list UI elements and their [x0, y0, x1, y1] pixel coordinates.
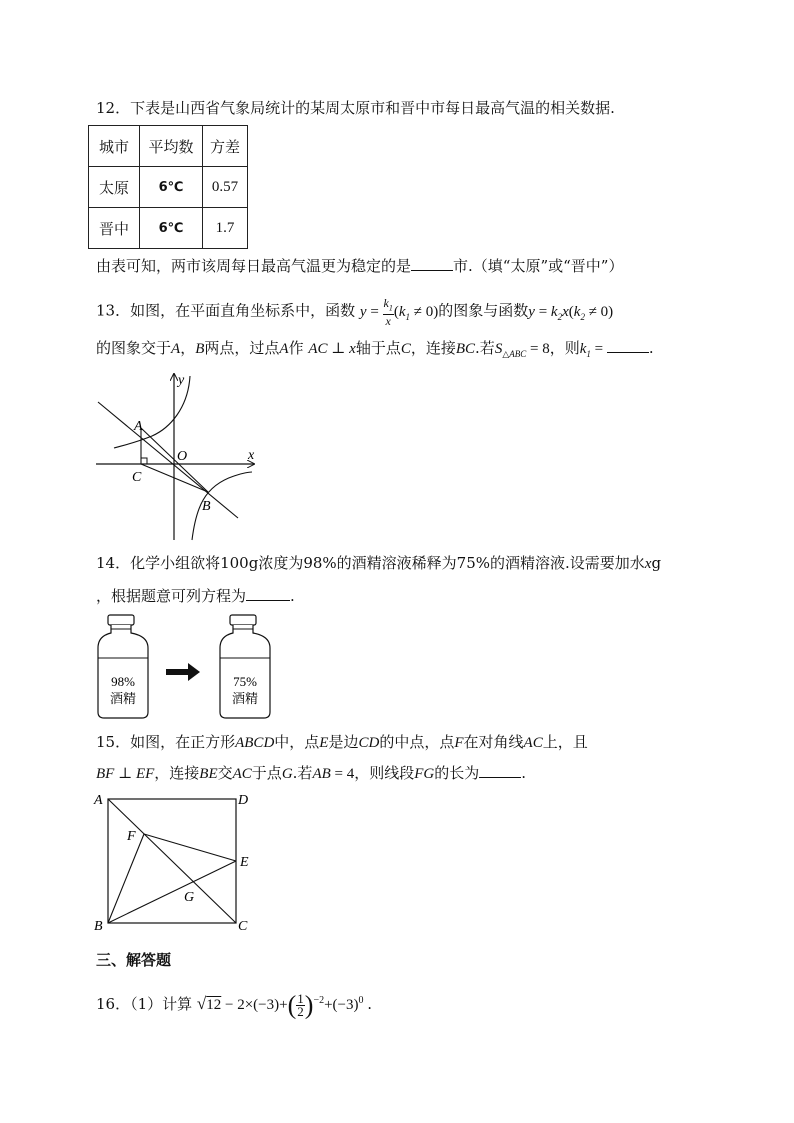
table-cell: 1.7 — [203, 208, 248, 249]
q15-text: ，连接 — [154, 764, 200, 782]
formula-linear: $y = k_2x(k_2 \ne 0)$ — [528, 303, 614, 322]
table-header-row — [89, 126, 248, 167]
q13-text: ，连接 — [410, 339, 456, 357]
q12-stem — [96, 98, 615, 118]
q15-line1: 15．如图，在正方形ABCD中，点E是边CD的中点，点F在对角线AC上，且 — [96, 733, 588, 751]
table-header-cell: 方差 — [203, 126, 248, 167]
label-x: x — [248, 448, 255, 463]
table-cell: 太原 — [89, 167, 140, 208]
q13-text: ，则 — [549, 339, 580, 357]
q13-text: .若 — [475, 339, 495, 357]
q15-text: 于点 — [251, 764, 282, 782]
label-A: A — [134, 419, 143, 434]
q12-table — [88, 125, 248, 249]
line-through-origin — [98, 402, 238, 518]
answer-blank[interactable] — [479, 763, 521, 778]
q13-text: 两点，过点 — [204, 339, 280, 357]
q14-unit: g — [651, 554, 662, 572]
q12-question-post: 市.（填“太原”或“晋中”） — [453, 257, 624, 275]
q14-number: 14． — [96, 554, 131, 572]
q15-number: 15． — [96, 733, 131, 751]
q14-text: . — [290, 587, 295, 605]
q16-expression: √12 − 2×(−3)+( $\frac{1}{2}$ )$^{-2}+(-3)^0$ — [196, 990, 364, 1020]
q13-line2: 的图象交于A，B两点，过点A作 AC ⊥ x轴于点C，连接BC.若$S_{\triangle ABC} = 8$，则$k_1$ = . — [96, 339, 654, 359]
q15-text: 上，且 — [542, 733, 588, 751]
q16-text: （1）计算 — [130, 995, 193, 1013]
answer-blank[interactable] — [246, 586, 290, 601]
q12-number: 12． — [96, 99, 131, 117]
q12-question — [96, 256, 623, 276]
q15-text: ，则线段 — [354, 764, 415, 782]
q14-line2 — [96, 586, 295, 606]
table-row — [89, 167, 248, 208]
label-C: C — [238, 919, 248, 934]
table-header-cell: 城市 — [89, 126, 140, 167]
diagonal-AC — [108, 799, 236, 923]
bottle-98 — [98, 615, 148, 718]
arrow-right-icon — [166, 663, 200, 681]
table-row — [89, 208, 248, 249]
label-D: D — [238, 793, 249, 808]
q14-text: 化学小组欲将100g浓度为98%的酒精溶液稀释为75%的酒精溶液.设需要加水 — [130, 554, 645, 572]
q13-text: 如图，在平面直角坐标系中，函数 — [130, 301, 356, 320]
q13-graph — [92, 368, 260, 543]
q16-line — [96, 986, 372, 1021]
table-header-cell: 平均数 — [140, 126, 203, 167]
label-B: B — [202, 499, 211, 514]
q15-text: .若 — [292, 764, 313, 782]
label-O: O — [177, 449, 188, 464]
answer-blank[interactable] — [411, 256, 453, 271]
hyperbola-branch-lower — [192, 472, 252, 540]
bottle-percent: 98% — [111, 674, 135, 689]
bottle-label: 酒精 — [231, 692, 259, 707]
table-cell: 晋中 — [89, 208, 140, 249]
bottle-75 — [220, 615, 270, 718]
q15-line2: BF ⊥ EF，连接BE交AC于点G.若AB = 4，则线段FG的长为 . — [96, 764, 527, 782]
q15-text: . — [521, 764, 527, 782]
q12-text: 下表是山西省气象局统计的某周太原市和晋中市每日最高气温的相关数据. — [130, 99, 615, 117]
label-A: A — [94, 793, 103, 808]
q14-text: ，根据题意可列方程为 — [96, 587, 247, 605]
label-y: y — [178, 373, 185, 388]
formula-ab: AB = 4 — [312, 766, 355, 782]
q12-question-pre: 由表可知，两市该周每日最高气温更为稳定的是 — [96, 257, 412, 275]
label-C: C — [132, 470, 142, 485]
formula-inverse: y = $\frac{k_1}{x}$ $(k_1 \ne 0)$ — [359, 296, 439, 329]
q13-text: 的图象与函数 — [438, 301, 529, 320]
q15-text: 在对角线 — [463, 733, 524, 751]
q13-text: 作 — [288, 339, 304, 357]
q14-bottles — [94, 614, 274, 720]
segment-BE — [108, 861, 236, 923]
formula-perp: BF ⊥ EF — [96, 766, 155, 782]
table-cell: 6℃ — [140, 208, 203, 249]
q13-number: 13． — [96, 301, 131, 320]
q15-text: 是边 — [328, 733, 359, 751]
table-cell: 6℃ — [140, 167, 203, 208]
label-E: E — [240, 855, 249, 870]
right-angle-mark — [141, 458, 147, 464]
answer-blank[interactable] — [607, 338, 649, 353]
q15-text: 如图，在正方形 — [130, 733, 236, 751]
formula-area: $S_{\triangle ABC} = 8$ — [494, 341, 550, 359]
q14-line1 — [96, 553, 661, 574]
q14-variable: x — [644, 556, 652, 572]
q15-text: 的长为 — [434, 764, 480, 782]
bottle-label: 酒精 — [109, 692, 137, 707]
label-B: B — [94, 919, 103, 934]
section-heading: 三、解答题 — [96, 951, 172, 969]
q16-text: . — [367, 995, 373, 1013]
q13-text: 的图象交于 — [96, 339, 172, 357]
q15-text: 的中点，点 — [379, 733, 455, 751]
q15-square-figure — [90, 788, 262, 936]
label-G: G — [184, 890, 195, 905]
table-cell: 0.57 — [203, 167, 248, 208]
formula-perp: AC ⊥ x — [308, 341, 356, 357]
q16-number: 16． — [96, 995, 131, 1013]
segment-BF — [108, 834, 144, 923]
q13-text: 轴于点 — [355, 339, 401, 357]
q15-text: 交 — [217, 764, 233, 782]
q13-text: . — [648, 339, 654, 357]
q15-text: 中，点 — [274, 733, 320, 751]
label-F: F — [127, 829, 136, 844]
q13-line1 — [96, 297, 613, 327]
bottle-percent: 75% — [233, 674, 257, 689]
